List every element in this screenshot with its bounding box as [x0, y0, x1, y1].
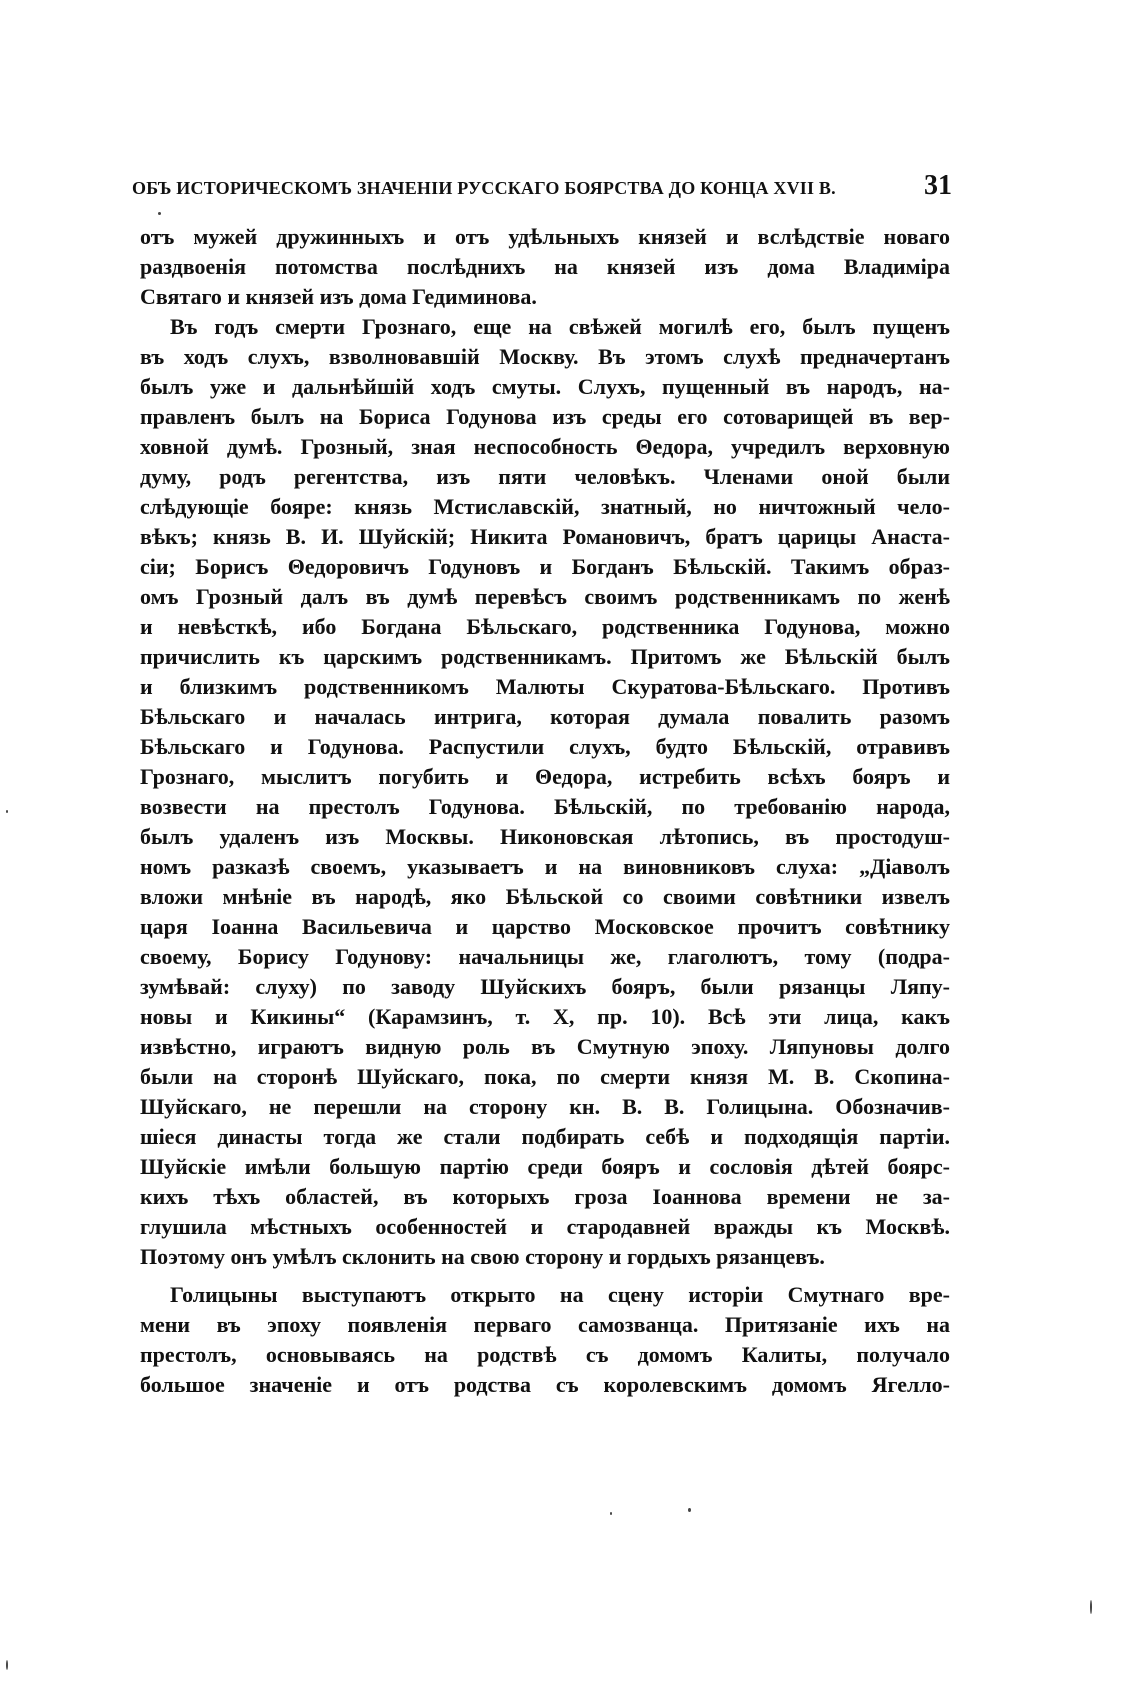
text-line: зумѣвай: слуху) по заводу Шуйскихъ бояръ, были рязанцы Ляпу-	[140, 974, 950, 999]
text-line: Голицыны выступаютъ открыто на сцену исторіи Смутнаго вре-	[170, 1282, 950, 1307]
text-line: извѣстно, играютъ видную роль въ Смутную эпоху. Ляпуновы долго	[140, 1034, 950, 1059]
text-line: Въ годъ смерти Грознаго, еще на свѣжей могилѣ его, былъ пущенъ	[170, 314, 950, 339]
text-line: Грознаго, мыслитъ погубить и Θедора, истребить всѣхъ бояръ и	[140, 764, 950, 789]
text-line: глушила мѣстныхъ особенностей и стародавней вражды къ Москвѣ.	[140, 1214, 950, 1239]
text-line: Святаго и князей изъ дома Гедиминова.	[140, 284, 537, 309]
text-line: думу, родъ регентства, изъ пяти человѣкъ. Членами оной были	[140, 464, 950, 489]
text-line: большое значеніе и отъ родства съ королевскимъ домомъ Ягелло-	[140, 1372, 950, 1397]
text-line: своему, Борису Годунову: начальницы же, глаголютъ, тому (подра-	[140, 944, 950, 969]
text-line: шіеся династы тогда же стали подбирать себѣ и подходящія партіи.	[140, 1124, 950, 1149]
text-line: вложи мнѣніе въ народѣ, яко Бѣльской со своими совѣтники извелъ	[140, 884, 950, 909]
running-head	[132, 170, 952, 202]
text-line: Бѣльскаго и Годунова. Распустили слухъ, будто Бѣльскій, отравивъ	[140, 734, 950, 759]
running-title: ОБЪ ИСТОРИЧЕСКОМЪ ЗНАЧЕНІИ РУССКАГО БОЯРСТВА ДО КОНЦА XVII В.	[132, 178, 836, 198]
scan-speck	[610, 1512, 612, 1515]
text-line: и близкимъ родственникомъ Малюты Скуратова-Бѣльскаго. Противъ	[140, 674, 950, 699]
scan-speck	[6, 1660, 8, 1670]
text-line: номъ разказѣ своемъ, указываетъ и на виновниковъ слуха: „Діаволъ	[140, 854, 950, 879]
text-line: причислить къ царскимъ родственникамъ. Притомъ же Бѣльскій былъ	[140, 644, 950, 669]
body-text	[140, 222, 950, 1400]
text-line: вѣкъ; князь В. И. Шуйскій; Никита Романовичъ, братъ царицы Анаста-	[140, 524, 950, 549]
text-line: мени въ эпоху появленія перваго самозванца. Притязаніе ихъ на	[140, 1312, 950, 1337]
text-line: отъ мужей дружинныхъ и отъ удѣльныхъ князей и вслѣдствіе новаго	[140, 224, 950, 249]
text-line: сіи; Борисъ Θедоровичъ Годуновъ и Богданъ Бѣльскій. Такимъ образ-	[140, 554, 950, 579]
text-line: былъ уже и дальнѣйшій ходъ смуты. Слухъ, пущенный въ народъ, на-	[140, 374, 950, 399]
text-line: Шуйскіе имѣли большую партію среди бояръ и сословія дѣтей боярс-	[140, 1154, 950, 1179]
text-line: ховной думѣ. Грозный, зная неспособность Θедора, учредилъ верховную	[140, 434, 950, 459]
scan-speck	[688, 1508, 691, 1512]
text-line: правленъ былъ на Бориса Годунова изъ среды его сотоварищей въ вер-	[140, 404, 950, 429]
text-line: раздвоенія потомства послѣднихъ на князей изъ дома Владиміра	[140, 254, 950, 279]
text-line: были на сторонѣ Шуйскаго, пока, по смерти князя М. В. Скопина-	[140, 1064, 950, 1089]
text-line: былъ удаленъ изъ Москвы. Никоновская лѣтопись, въ простодуш-	[140, 824, 950, 849]
text-line: Поэтому онъ умѣлъ склонить на свою сторону и гордыхъ рязанцевъ.	[140, 1244, 825, 1269]
text-line: царя Іоанна Васильевича и царство Московское прочитъ совѣтнику	[140, 914, 950, 939]
text-line: омъ Грозный далъ въ думѣ перевѣсъ своимъ родственникамъ по женѣ	[140, 584, 950, 609]
paragraph-gap	[140, 1272, 950, 1280]
text-line: слѣдующіе бояре: князь Мстиславскій, знатный, но ничтожный чело-	[140, 494, 950, 519]
text-line: кихъ тѣхъ областей, въ которыхъ гроза Іоаннова времени не за-	[140, 1184, 950, 1209]
scan-speck	[1090, 1600, 1092, 1614]
text-line: возвести на престолъ Годунова. Бѣльскій, по требованію народа,	[140, 794, 950, 819]
scan-speck	[158, 212, 161, 215]
text-line: Бѣльскаго и началась интрига, которая думала повалить разомъ	[140, 704, 950, 729]
text-line: и невѣсткѣ, ибо Богдана Бѣльскаго, родственника Годунова, можно	[140, 614, 950, 639]
text-line: въ ходъ слухъ, взволновавшій Москву. Въ этомъ слухѣ предначертанъ	[140, 344, 950, 369]
scan-speck	[6, 810, 8, 813]
text-line: престолъ, основываясь на родствѣ съ домомъ Калиты, получало	[140, 1342, 950, 1367]
text-line: Шуйскаго, не перешли на сторону кн. В. В. Голицына. Обозначив-	[140, 1094, 950, 1119]
page-number: 31	[924, 170, 952, 201]
text-line: новы и Кикины“ (Карамзинъ, т. X, пр. 10). Всѣ эти лица, какъ	[140, 1004, 950, 1029]
